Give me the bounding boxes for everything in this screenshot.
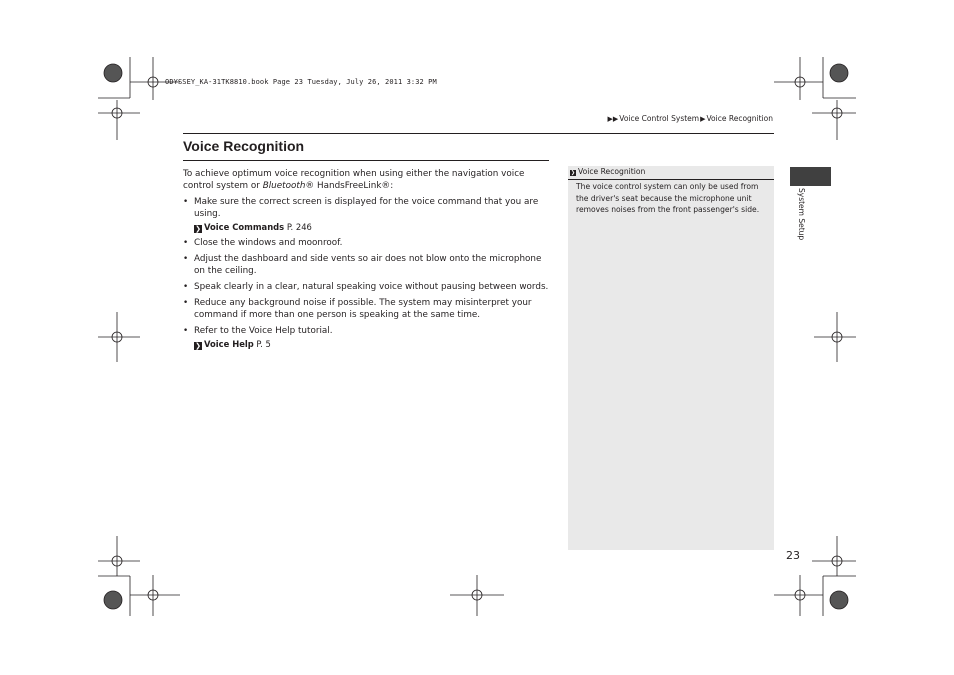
list-item: • Adjust the dashboard and side vents so air does not blow onto the microphone on the ceiling. xyxy=(183,254,542,276)
page-title: Voice Recognition xyxy=(183,138,305,154)
xref-arrow-icon: ❯ xyxy=(195,225,201,233)
intro-paragraph: To achieve optimum voice recognition when using either the navigation voice control system or Bluetooth® HandsFreeLink®: xyxy=(183,169,525,191)
sidebar-title: ❯ Voice Recognition xyxy=(568,166,774,180)
list-item: • Refer to the Voice Help tutorial. ❯ Voice Help P. 5 xyxy=(183,325,549,350)
breadcrumb-separator: ▶ xyxy=(700,114,706,123)
bullet: • xyxy=(183,326,189,336)
bullet: • xyxy=(183,197,189,207)
breadcrumb-page: Voice Recognition xyxy=(706,114,773,123)
main-content xyxy=(183,168,549,354)
list-item: • Make sure the correct screen is displayed for the voice command that you are using. ❯ Voice Commands P. 246 xyxy=(183,196,549,233)
header-rule xyxy=(183,133,774,134)
page-number: 23 xyxy=(786,549,800,562)
breadcrumb xyxy=(608,114,774,123)
list-item: • Reduce any background noise if possible. The system may misinterpret your command if more than one person is speaking at the same time. xyxy=(183,298,532,320)
section-tab xyxy=(790,167,831,186)
xref-arrow-icon: ❯ xyxy=(195,342,201,350)
xref-voice-commands[interactable]: ❯ Voice Commands P. 246 xyxy=(195,222,312,233)
sidebar-text: The voice control system can only be used from the driver's seat because the microphone unit removes noises from the front passenger's side. xyxy=(576,182,760,215)
list-item: • Speak clearly in a clear, natural speaking voice without pausing between words. xyxy=(183,282,549,292)
print-header: ODYSSEY_KA-31TK8810.book Page 23 Tuesday, July 26, 2011 3:32 PM xyxy=(165,78,437,86)
note-arrow-icon: ❯ xyxy=(570,170,576,176)
breadcrumb-marker: ▶▶ xyxy=(607,114,619,123)
section-label: System Setup xyxy=(797,188,806,241)
sidebar-note-box xyxy=(568,166,774,550)
tips-list xyxy=(183,196,549,350)
bluetooth-brand: Bluetooth xyxy=(262,181,306,191)
title-rule xyxy=(183,160,549,161)
bullet: • xyxy=(183,238,189,248)
bullet: • xyxy=(183,254,189,264)
breadcrumb-section[interactable]: Voice Control System xyxy=(619,114,700,123)
bullet: • xyxy=(183,298,189,308)
bullet: • xyxy=(183,282,189,292)
xref-voice-help[interactable]: ❯ Voice Help P. 5 xyxy=(195,339,271,350)
list-item: • Close the windows and moonroof. xyxy=(183,238,343,248)
